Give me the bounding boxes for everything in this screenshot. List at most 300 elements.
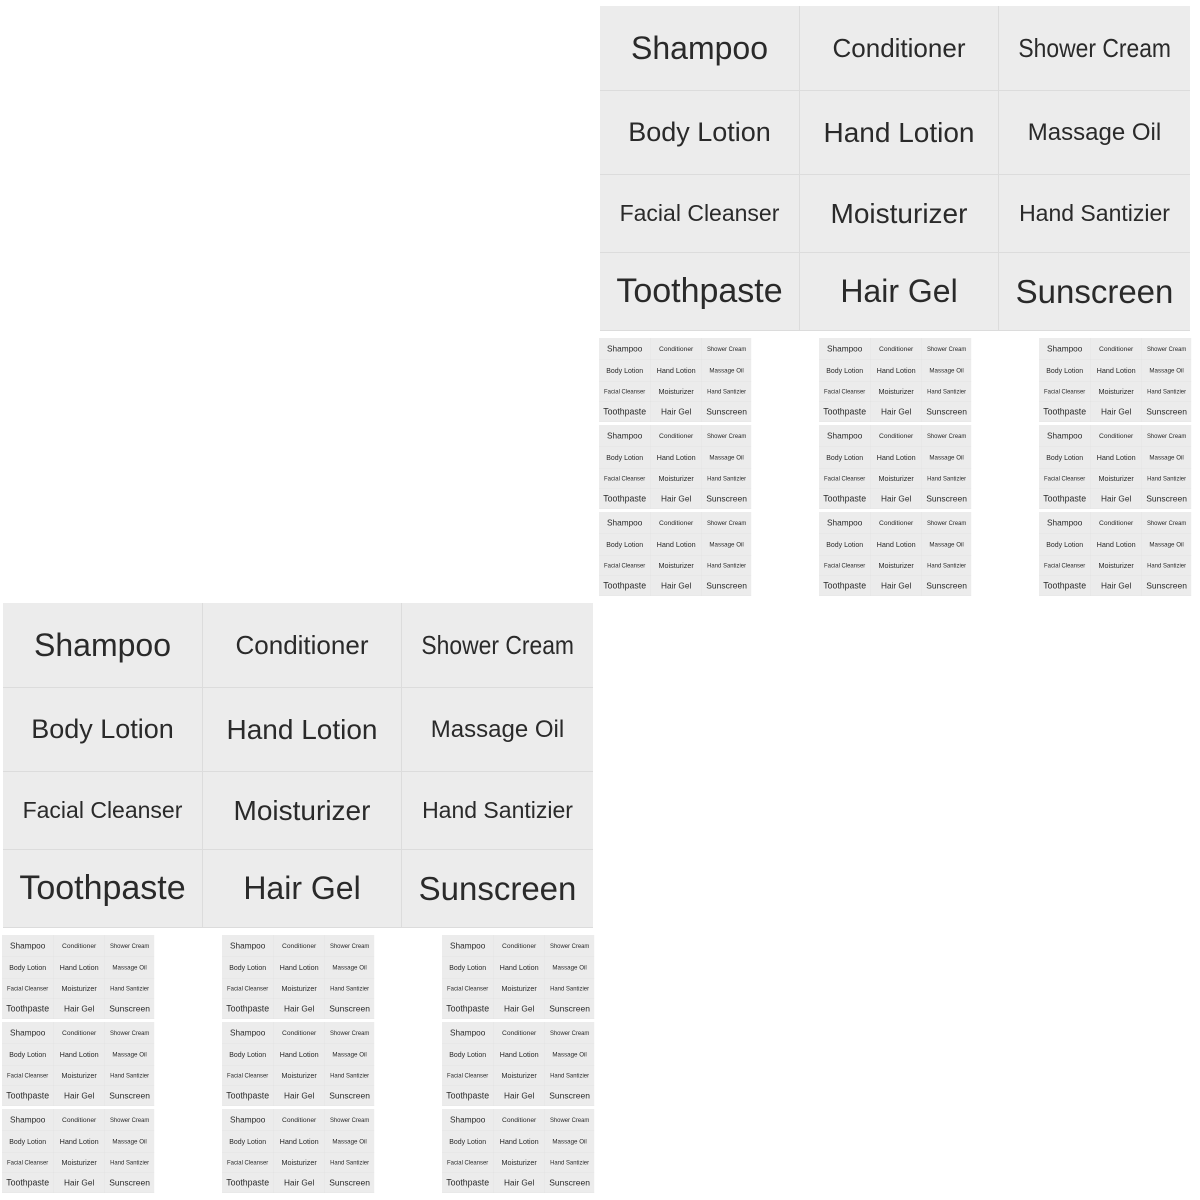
label-text: Toothpaste	[19, 869, 186, 907]
label-cell	[2, 1173, 54, 1193]
small-label-sheet	[1039, 338, 1191, 422]
label-cell	[274, 1066, 325, 1086]
label-text: Shower Cream	[329, 1115, 370, 1124]
label-cell	[1091, 512, 1142, 534]
label-text: Hand Santizier	[330, 985, 370, 992]
small-label-sheet	[442, 1022, 594, 1106]
label-cell	[819, 447, 871, 469]
label-cell	[2, 1109, 54, 1131]
label-text: Hand Santizier	[1147, 562, 1187, 569]
label-cell	[871, 402, 922, 422]
label-cell	[1091, 489, 1142, 509]
label-cell	[1142, 425, 1191, 447]
label-cell	[54, 1086, 105, 1106]
label-text: Conditioner	[281, 1115, 317, 1124]
label-text: Hand Santizier	[1019, 200, 1170, 226]
label-cell	[1039, 402, 1091, 422]
label-text: Massage Oil	[552, 1138, 587, 1145]
label-cell	[105, 935, 154, 957]
label-cell	[702, 360, 751, 382]
label-text: Conditioner	[501, 1028, 537, 1037]
label-cell	[1039, 360, 1091, 382]
label-cell	[702, 556, 751, 576]
label-cell	[599, 402, 651, 422]
label-text: Toothpaste	[6, 1003, 50, 1014]
label-cell	[922, 576, 971, 596]
label-text: Hand Lotion	[59, 1050, 99, 1059]
label-text: Shampoo	[229, 941, 266, 951]
label-cell	[599, 382, 651, 402]
label-cell	[54, 1044, 105, 1066]
label-text: Shower Cream	[549, 1028, 590, 1037]
label-text: Facial Cleanser	[447, 1159, 489, 1166]
label-cell	[922, 402, 971, 422]
label-cell	[819, 469, 871, 489]
label-cell	[325, 1066, 374, 1086]
label-text: Shampoo	[826, 431, 863, 441]
label-cell	[1142, 447, 1191, 469]
label-cell	[3, 772, 203, 850]
label-cell	[442, 1173, 494, 1193]
label-cell	[545, 957, 594, 979]
label-cell	[442, 935, 494, 957]
label-text: Hair Gel	[504, 1090, 535, 1101]
label-cell	[600, 175, 800, 253]
label-cell	[922, 447, 971, 469]
label-cell	[2, 1022, 54, 1044]
label-cell	[599, 338, 651, 360]
label-text: Sunscreen	[1146, 406, 1187, 417]
label-cell	[402, 772, 593, 850]
label-text: Shower Cream	[1146, 518, 1187, 527]
label-text: Hair Gel	[1101, 580, 1132, 591]
label-cell	[54, 1066, 105, 1086]
label-cell	[442, 1022, 494, 1044]
label-text: Body Lotion	[1046, 366, 1084, 375]
label-text: Sunscreen	[706, 493, 747, 504]
label-cell	[222, 935, 274, 957]
label-cell	[1039, 534, 1091, 556]
label-cell	[651, 447, 702, 469]
label-text: Moisturizer	[233, 794, 371, 826]
label-text: Hand Santizier	[1147, 475, 1187, 482]
label-text: Hair Gel	[504, 1177, 535, 1188]
label-text: Body Lotion	[31, 714, 174, 744]
label-cell	[800, 91, 999, 175]
label-text: Moisturizer	[281, 984, 317, 993]
label-text: Shower Cream	[1146, 431, 1187, 440]
label-cell	[999, 91, 1190, 175]
label-cell	[702, 382, 751, 402]
label-text: Massage Oil	[552, 1051, 587, 1058]
label-text: Hand Santizier	[1147, 388, 1187, 395]
label-text: Sunscreen	[418, 869, 577, 907]
label-cell	[442, 1066, 494, 1086]
label-text: Body Lotion	[1046, 453, 1084, 462]
small-label-sheet	[442, 935, 594, 1019]
label-text: Hand Santizier	[110, 1159, 150, 1166]
label-cell	[402, 603, 593, 688]
small-label-sheet	[2, 935, 154, 1019]
label-cell	[325, 1044, 374, 1066]
label-cell	[819, 556, 871, 576]
label-text: Massage Oil	[112, 964, 147, 971]
label-cell	[1039, 469, 1091, 489]
label-text: Toothpaste	[1043, 493, 1087, 504]
label-text: Sunscreen	[926, 580, 967, 591]
label-text: Body Lotion	[449, 1050, 487, 1059]
label-cell	[819, 489, 871, 509]
label-text: Conditioner	[235, 629, 369, 660]
label-text: Hand Lotion	[279, 1050, 319, 1059]
label-cell	[222, 1131, 274, 1153]
label-text: Moisturizer	[501, 1158, 537, 1167]
label-text: Shampoo	[449, 1115, 486, 1125]
label-cell	[325, 999, 374, 1019]
label-cell	[325, 1086, 374, 1106]
label-cell	[105, 1066, 154, 1086]
label-text: Shampoo	[826, 518, 863, 528]
label-text: Moisturizer	[878, 561, 914, 570]
label-cell	[442, 1109, 494, 1131]
label-text: Toothpaste	[226, 1090, 270, 1101]
label-cell	[1142, 469, 1191, 489]
label-cell	[2, 1066, 54, 1086]
label-cell	[274, 935, 325, 957]
label-text: Hand Lotion	[59, 963, 99, 972]
label-text: Moisturizer	[878, 474, 914, 483]
label-cell	[819, 338, 871, 360]
label-text: Hand Lotion	[499, 1050, 539, 1059]
label-cell	[222, 957, 274, 979]
label-cell	[922, 338, 971, 360]
label-text: Shower Cream	[421, 629, 574, 660]
label-text: Conditioner	[1098, 431, 1134, 440]
label-text: Facial Cleanser	[824, 562, 866, 569]
label-cell	[545, 999, 594, 1019]
label-cell	[999, 253, 1190, 331]
label-text: Conditioner	[658, 518, 694, 527]
label-text: Facial Cleanser	[7, 1072, 49, 1079]
label-text: Hair Gel	[840, 273, 958, 309]
label-cell	[54, 1022, 105, 1044]
label-cell	[105, 957, 154, 979]
label-cell	[2, 999, 54, 1019]
label-text: Hand Lotion	[1096, 453, 1136, 462]
label-text: Massage Oil	[112, 1051, 147, 1058]
label-cell	[651, 534, 702, 556]
label-text: Massage Oil	[709, 367, 744, 374]
label-cell	[702, 338, 751, 360]
label-cell	[105, 1044, 154, 1066]
label-text: Massage Oil	[552, 964, 587, 971]
label-text: Hand Lotion	[279, 1137, 319, 1146]
label-text: Body Lotion	[606, 540, 644, 549]
label-text: Moisturizer	[61, 984, 97, 993]
label-text: Shampoo	[606, 431, 643, 441]
label-text: Hair Gel	[661, 493, 692, 504]
label-text: Hand Santizier	[927, 475, 967, 482]
label-cell	[651, 338, 702, 360]
label-cell	[922, 425, 971, 447]
label-cell	[494, 979, 545, 999]
label-cell	[871, 338, 922, 360]
label-cell	[871, 489, 922, 509]
label-cell	[442, 957, 494, 979]
label-text: Conditioner	[501, 941, 537, 950]
large-label-sheet	[3, 603, 593, 928]
label-cell	[599, 360, 651, 382]
label-text: Shampoo	[9, 1028, 46, 1038]
label-text: Hand Lotion	[1096, 540, 1136, 549]
label-cell	[1091, 425, 1142, 447]
label-text: Shampoo	[606, 344, 643, 354]
label-cell	[203, 772, 402, 850]
label-text: Toothpaste	[6, 1177, 50, 1188]
label-cell	[999, 175, 1190, 253]
label-text: Toothpaste	[446, 1003, 490, 1014]
small-label-sheet	[1039, 425, 1191, 509]
label-cell	[325, 979, 374, 999]
label-cell	[105, 1131, 154, 1153]
label-text: Hand Lotion	[226, 713, 378, 745]
label-cell	[819, 512, 871, 534]
label-text: Hair Gel	[1101, 406, 1132, 417]
label-cell	[1142, 576, 1191, 596]
label-cell	[871, 512, 922, 534]
label-text: Shower Cream	[549, 941, 590, 950]
label-text: Hand Santizier	[110, 1072, 150, 1079]
label-text: Shampoo	[229, 1028, 266, 1038]
label-cell	[1091, 402, 1142, 422]
label-text: Shampoo	[631, 29, 768, 66]
label-cell	[871, 382, 922, 402]
small-label-sheet	[599, 425, 751, 509]
label-cell	[494, 1086, 545, 1106]
label-text: Hand Lotion	[876, 540, 916, 549]
label-text: Toothpaste	[226, 1177, 270, 1188]
label-text: Conditioner	[1098, 344, 1134, 353]
label-cell	[442, 1044, 494, 1066]
label-text: Facial Cleanser	[447, 1072, 489, 1079]
label-text: Sunscreen	[549, 1177, 590, 1188]
label-cell	[1039, 447, 1091, 469]
label-cell	[819, 534, 871, 556]
label-text: Hand Santizier	[110, 985, 150, 992]
label-text: Hand Santizier	[927, 562, 967, 569]
label-text: Moisturizer	[501, 984, 537, 993]
label-cell	[274, 1044, 325, 1066]
label-cell	[545, 1131, 594, 1153]
label-cell	[922, 489, 971, 509]
label-cell	[922, 469, 971, 489]
label-text: Moisturizer	[61, 1071, 97, 1080]
label-cell	[442, 1153, 494, 1173]
label-text: Toothpaste	[823, 580, 867, 591]
label-cell	[325, 1109, 374, 1131]
label-text: Shower Cream	[706, 344, 747, 353]
label-text: Hand Santizier	[330, 1159, 370, 1166]
label-cell	[274, 957, 325, 979]
label-text: Hand Lotion	[59, 1137, 99, 1146]
label-cell	[1039, 338, 1091, 360]
label-text: Shampoo	[606, 518, 643, 528]
label-text: Body Lotion	[229, 1137, 267, 1146]
label-cell	[545, 1066, 594, 1086]
label-text: Facial Cleanser	[824, 475, 866, 482]
label-cell	[274, 979, 325, 999]
label-cell	[54, 1131, 105, 1153]
label-cell	[545, 1173, 594, 1193]
label-cell	[545, 1022, 594, 1044]
label-cell	[2, 1131, 54, 1153]
label-text: Massage Oil	[1149, 541, 1184, 548]
label-cell	[651, 382, 702, 402]
label-cell	[105, 999, 154, 1019]
label-text: Facial Cleanser	[227, 1159, 269, 1166]
label-text: Massage Oil	[709, 454, 744, 461]
label-text: Hand Lotion	[499, 1137, 539, 1146]
label-text: Sunscreen	[706, 406, 747, 417]
label-cell	[274, 1086, 325, 1106]
label-text: Facial Cleanser	[22, 797, 183, 823]
label-cell	[1091, 360, 1142, 382]
label-text: Hair Gel	[243, 870, 361, 906]
label-cell	[3, 850, 203, 928]
label-text: Shower Cream	[549, 1115, 590, 1124]
label-cell	[325, 1022, 374, 1044]
label-cell	[599, 512, 651, 534]
label-text: Massage Oil	[1149, 454, 1184, 461]
label-cell	[274, 999, 325, 1019]
label-cell	[442, 1131, 494, 1153]
label-text: Body Lotion	[229, 963, 267, 972]
label-text: Body Lotion	[449, 1137, 487, 1146]
label-cell	[2, 1086, 54, 1106]
label-text: Facial Cleanser	[1044, 475, 1086, 482]
label-text: Hand Santizier	[707, 388, 747, 395]
label-cell	[1039, 489, 1091, 509]
label-cell	[922, 534, 971, 556]
label-text: Facial Cleanser	[7, 985, 49, 992]
label-text: Moisturizer	[658, 474, 694, 483]
label-text: Shower Cream	[1146, 344, 1187, 353]
label-text: Hand Lotion	[876, 453, 916, 462]
label-text: Shower Cream	[329, 1028, 370, 1037]
label-cell	[222, 1044, 274, 1066]
label-text: Sunscreen	[1015, 272, 1174, 310]
label-text: Hand Lotion	[823, 116, 975, 148]
label-cell	[651, 469, 702, 489]
label-cell	[494, 1044, 545, 1066]
label-cell	[402, 688, 593, 772]
label-cell	[599, 469, 651, 489]
label-cell	[105, 1022, 154, 1044]
label-cell	[274, 1173, 325, 1193]
label-text: Hand Lotion	[656, 540, 696, 549]
label-cell	[702, 469, 751, 489]
label-cell	[494, 999, 545, 1019]
label-text: Moisturizer	[281, 1071, 317, 1080]
label-cell	[1091, 534, 1142, 556]
label-text: Body Lotion	[9, 963, 47, 972]
label-text: Shower Cream	[109, 1115, 150, 1124]
label-text: Conditioner	[61, 1028, 97, 1037]
label-cell	[274, 1131, 325, 1153]
label-text: Hair Gel	[284, 1177, 315, 1188]
label-text: Toothpaste	[603, 406, 647, 417]
label-text: Hair Gel	[881, 493, 912, 504]
label-text: Hand Santizier	[550, 1159, 590, 1166]
label-cell	[702, 489, 751, 509]
label-text: Facial Cleanser	[227, 985, 269, 992]
label-cell	[651, 576, 702, 596]
label-text: Shower Cream	[926, 344, 967, 353]
label-cell	[1142, 382, 1191, 402]
label-cell	[105, 1153, 154, 1173]
label-cell	[819, 576, 871, 596]
label-text: Toothpaste	[823, 406, 867, 417]
label-text: Massage Oil	[430, 715, 565, 743]
label-cell	[54, 1109, 105, 1131]
label-cell	[800, 175, 999, 253]
label-text: Shampoo	[9, 941, 46, 951]
label-cell	[545, 1109, 594, 1131]
label-text: Moisturizer	[878, 387, 914, 396]
label-cell	[222, 1153, 274, 1173]
label-cell	[599, 447, 651, 469]
label-cell	[651, 360, 702, 382]
label-text: Shampoo	[229, 1115, 266, 1125]
label-cell	[105, 1086, 154, 1106]
label-cell	[325, 935, 374, 957]
label-cell	[325, 1131, 374, 1153]
label-text: Body Lotion	[606, 366, 644, 375]
label-cell	[494, 1066, 545, 1086]
label-text: Shower Cream	[1018, 32, 1171, 63]
label-cell	[203, 688, 402, 772]
label-cell	[1091, 338, 1142, 360]
label-cell	[871, 534, 922, 556]
label-text: Facial Cleanser	[7, 1159, 49, 1166]
label-text: Hand Lotion	[656, 453, 696, 462]
label-text: Shampoo	[1046, 518, 1083, 528]
label-text: Sunscreen	[109, 1090, 150, 1101]
label-text: Massage Oil	[709, 541, 744, 548]
label-text: Massage Oil	[112, 1138, 147, 1145]
label-text: Sunscreen	[549, 1090, 590, 1101]
label-text: Toothpaste	[603, 493, 647, 504]
small-label-sheet	[819, 512, 971, 596]
label-text: Toothpaste	[6, 1090, 50, 1101]
label-cell	[494, 1173, 545, 1193]
label-cell	[1091, 447, 1142, 469]
label-text: Facial Cleanser	[619, 200, 780, 226]
label-text: Shower Cream	[706, 518, 747, 527]
label-cell	[999, 6, 1190, 91]
label-text: Hair Gel	[1101, 493, 1132, 504]
label-cell	[222, 999, 274, 1019]
label-cell	[545, 979, 594, 999]
label-cell	[599, 576, 651, 596]
label-cell	[1039, 425, 1091, 447]
label-cell	[3, 603, 203, 688]
label-text: Conditioner	[61, 1115, 97, 1124]
label-text: Moisturizer	[1098, 474, 1134, 483]
label-text: Moisturizer	[281, 1158, 317, 1167]
label-text: Toothpaste	[603, 580, 647, 591]
label-text: Toothpaste	[446, 1090, 490, 1101]
